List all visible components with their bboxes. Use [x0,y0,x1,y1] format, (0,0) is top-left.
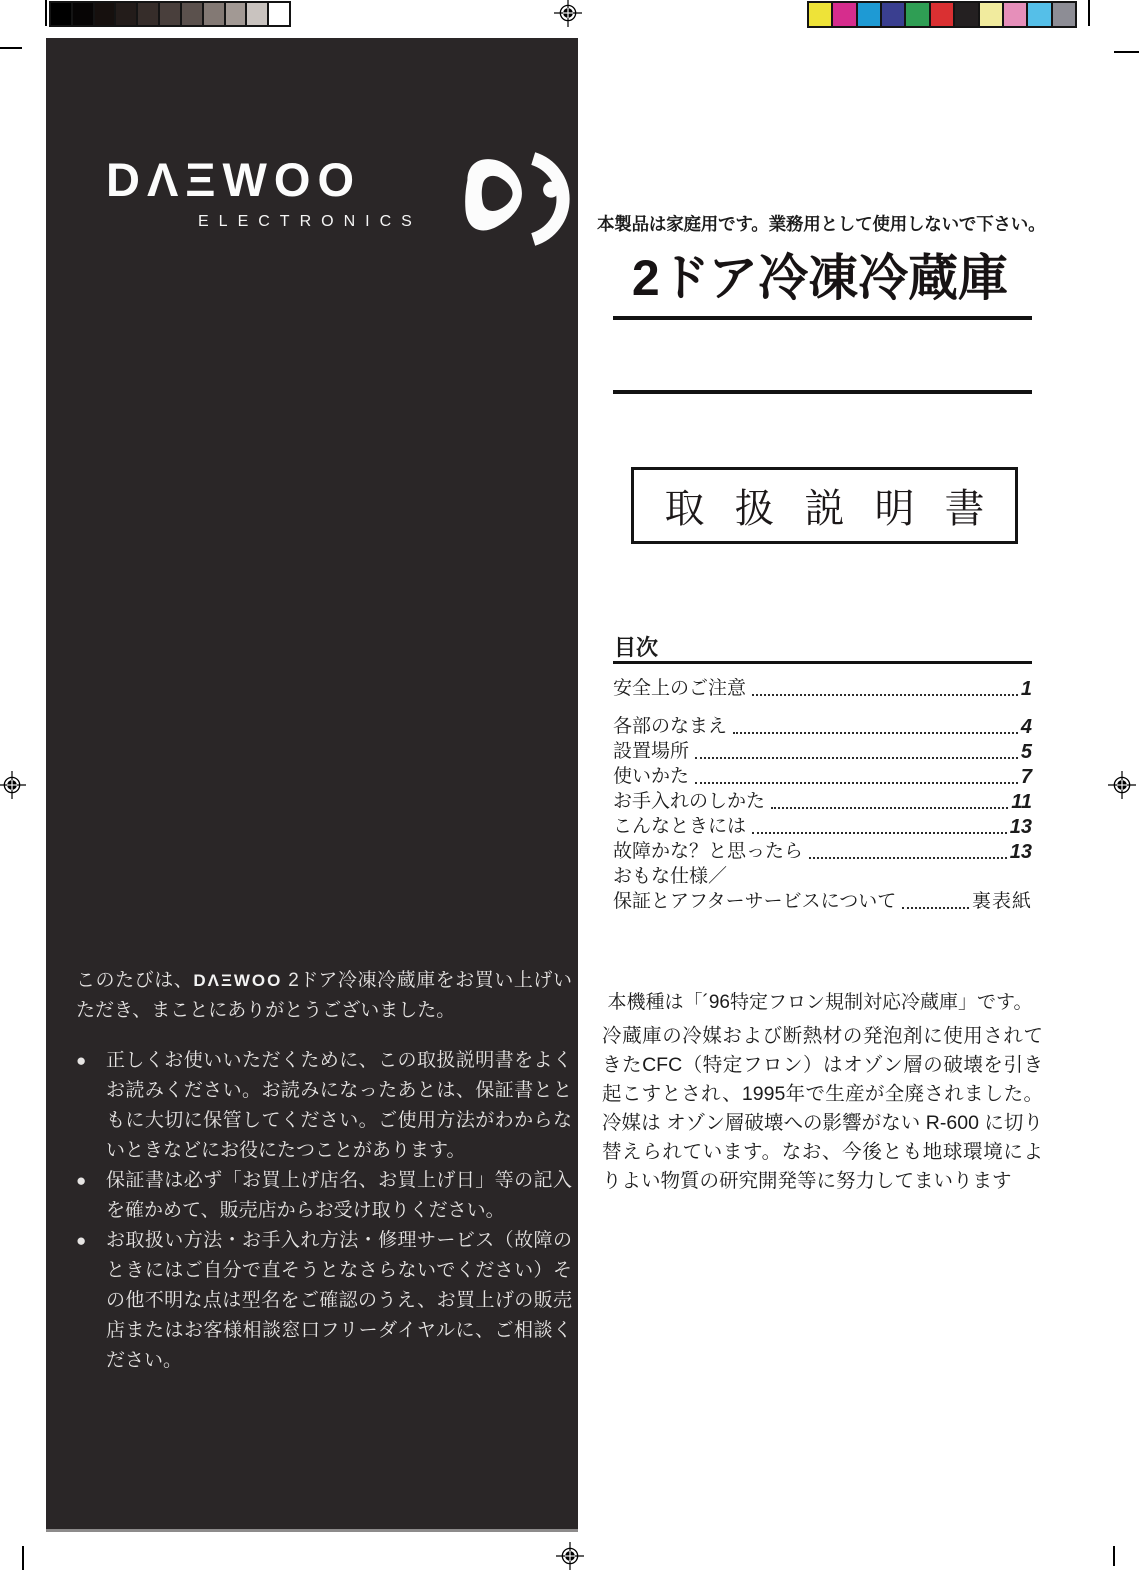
calibration-swatch [980,3,1002,26]
notice-bullet [76,1046,572,1166]
toc-item [613,864,1032,889]
bullet-text: 保証書は必ず「お買上げ店名、お買上げ日」等の記入を確かめて、販売店からお受け取りください。 [106,1170,572,1221]
calibration-swatch [204,3,224,25]
crop-tick [22,1546,24,1570]
daewoo-wordmark: DΛΞWOO [106,153,362,206]
toc-page-number: 11 [1011,791,1032,813]
toc-dotted-leader [902,907,969,909]
toc-dotted-leader [752,694,1018,696]
crop-tick [1113,1546,1115,1566]
household-use-notice: 本製品は家庭用です。業務用として使用しないで下さい。 [597,214,1046,234]
bullet-text: お取扱い方法・お手入れ方法・修理サービス（故障のときにはご自分で直そうとなさらないでください）その他不明な点は型名をご確認のうえ、お買上げの販売店またはお客様相談窓口フリーダイヤルに、ご相談ください。 [106,1230,572,1371]
thank-you-paragraph [76,966,572,1026]
toc-dotted-leader [771,807,1008,809]
toc-item [613,739,1032,764]
cfc-compliance-paragraph: 冷蔵庫の冷媒および断熱材の発泡剤に使用されてきたCFC（特定フロン）はオゾン層の破壊を引き起こすとされ、1995年で生産が全廃されました。冷媒は オゾン層破壊への影響がない R-600 に切り替えられています。なお、今後とも地球環境によりよい物質の研究開発等に努力してまいります [602,1025,1043,1192]
toc-item-label: 安全上のご注意 [613,678,747,699]
notice-bullet [76,1166,572,1226]
intro-text-post: 2ドア冷凍冷蔵庫をお買い上げいただき、まことにありがとうございました。 [76,970,572,1021]
calibration-swatch [1053,3,1075,26]
toc-item-label: おもな仕様／ [613,866,728,887]
registration-mark-icon [554,0,582,27]
toc-item [613,839,1032,864]
toc-item-label: 故障かな？と思ったら [613,841,804,862]
table-of-contents [613,676,1032,914]
calibration-swatch [931,3,953,26]
calibration-swatch [116,3,136,25]
toc-page-number: 13 [1009,816,1032,838]
toc-page-number: 5 [1020,741,1032,763]
color-calibration-bar [807,1,1077,28]
notice-bullet [76,1226,572,1376]
toc-dotted-leader [752,832,1007,834]
manual-title-box [631,467,1018,544]
calibration-swatch [269,3,289,25]
toc-item [613,889,1032,914]
toc-page-number: 1 [1020,678,1032,700]
cover-intro-text [76,966,572,1376]
toc-heading-underline [613,661,1032,664]
toc-page-number: 裏表紙 [971,891,1032,912]
grayscale-calibration-bar [49,1,291,27]
cover-left-panel [46,38,578,1532]
calibration-swatch [95,3,115,25]
bullet-icon: ● [76,1231,87,1250]
bullet-text: 正しくお使いいただくために、この取扱説明書をよくお読みください。お読みになったあとは、保証書とともに大切に保管してください。ご使用方法がわからないときなどにお役にたつことがあります。 [106,1050,572,1161]
calibration-swatch [955,3,977,26]
calibration-swatch [182,3,202,25]
toc-item [613,676,1032,701]
toc-item [613,814,1032,839]
calibration-swatch [833,3,855,26]
registration-mark-icon [0,771,26,799]
registration-mark-icon [1108,771,1136,799]
calibration-swatch [906,3,928,26]
bullet-icon: ● [76,1051,87,1070]
crop-tick [0,47,22,49]
calibration-swatch [51,3,71,25]
toc-item-label: 各部のなまえ [613,716,728,737]
crop-tick [45,0,47,26]
toc-item [613,789,1032,814]
daewoo-logo [106,153,536,231]
intro-brand-name: DΛΞWOO [193,971,283,990]
daewoo-electronics-label: ELECTRONICS [198,213,422,230]
calibration-swatch [809,3,831,26]
calibration-swatch [226,3,246,25]
toc-page-number: 4 [1020,716,1032,738]
toc-item [613,714,1032,739]
calibration-swatch [1004,3,1026,26]
horizontal-rule [613,390,1032,394]
calibration-swatch [247,3,267,25]
horizontal-rule [613,316,1032,320]
daewoo-symbol-icon [458,152,584,246]
toc-dotted-leader [733,732,1018,734]
toc-item-label: 保証とアフターサービスについて [613,891,897,912]
calibration-swatch [138,3,158,25]
registration-mark-icon [556,1542,584,1570]
toc-heading: 目次 [614,635,659,660]
product-title: 2ドア冷凍冷蔵庫 [631,250,1009,306]
toc-dotted-leader [695,757,1018,759]
toc-item-label: 使いかた [613,766,690,787]
cfc-compliance-heading: 本機種は「´96特定フロン規制対応冷蔵庫」です。 [607,992,1033,1013]
toc-dotted-leader [695,782,1018,784]
calibration-swatch [73,3,93,25]
toc-dotted-leader [809,857,1007,859]
calibration-swatch [1028,3,1050,26]
toc-page-number: 7 [1020,766,1032,788]
calibration-swatch [160,3,180,25]
calibration-swatch [882,3,904,26]
toc-item-label: こんなときには [613,816,747,837]
bullet-icon: ● [76,1171,87,1190]
crop-tick [1088,0,1090,26]
panel-scan-edge [46,1529,578,1532]
calibration-swatch [858,3,880,26]
toc-item-label: 設置場所 [613,741,690,762]
manual-title: 取扱説明書 [664,487,1015,531]
toc-page-number: 13 [1009,841,1032,863]
toc-item [613,764,1032,789]
intro-text-pre: このたびは、 [76,970,194,991]
toc-item-label: お手入れのしかた [613,791,766,812]
crop-tick [1114,51,1139,53]
